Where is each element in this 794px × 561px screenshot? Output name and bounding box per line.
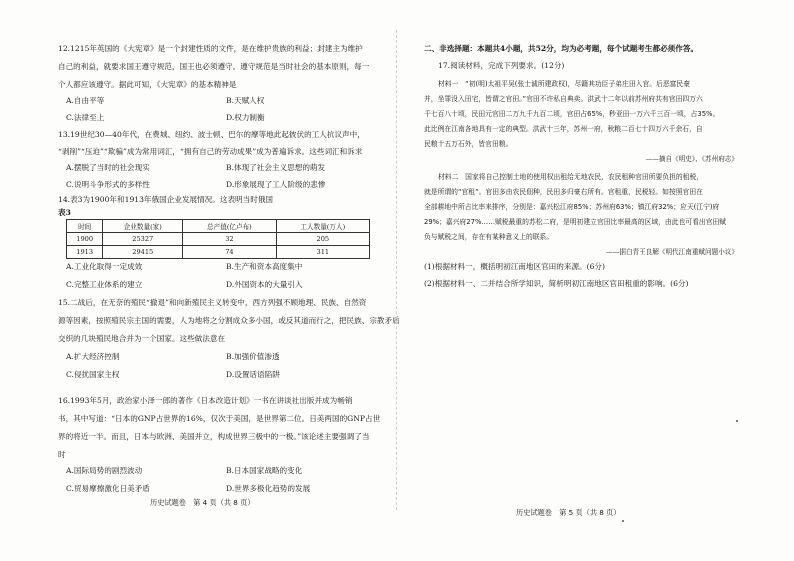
q14-stem: 14.表3为1900年和1913年俄国企业发展情况。这表明当时俄国	[58, 195, 274, 204]
q17-stem: 17.阅读材料，完成下列要求。(12分)	[438, 61, 565, 70]
table-cell: 1900	[67, 233, 103, 246]
table-header-cell: 工人数量(万人)	[276, 220, 369, 233]
material-two-line5: 负与赋税之间，存在有某种意义上的联系。	[424, 233, 554, 241]
q12-option-d[interactable]: D.权力制衡	[226, 113, 265, 122]
table-cell: 74	[183, 246, 276, 259]
table-cell: 29415	[103, 246, 183, 259]
table-cell: 205	[276, 233, 369, 246]
table-header-row	[67, 220, 370, 233]
material-two-source: ——据白青王良解《明代江南重赋问题小议》	[606, 248, 738, 256]
right-page-footer: 历史试题卷 第 5 页（共 8 页）	[516, 508, 621, 517]
q15-option-a[interactable]: A.扩大经济控制	[66, 352, 120, 361]
material-one-line2: 并，坐罪没入田宅，皆谓之官田。”官田不许私自典卖。洪武十二年以前苏州府共有官田四万六	[424, 95, 703, 103]
scan-speck	[622, 520, 624, 522]
q15-stem-line1: 15.二战后，在无奈的殖民“撤退”和向新殖民主义转变中，西方列强不顾地理、民族、自然资	[58, 298, 367, 307]
material-two-line3: 全部耕地中所占比率来排序，分别是：嘉兴松江府85%；苏州府63%；镇江府32%；应天(江宁)府	[424, 203, 720, 211]
material-one-line1: 材料一 “初(明)太祖平吴(张士诚所建政权)，尽籍其功臣子弟庄田入官。后恶富民豪	[438, 80, 691, 88]
q12-option-b[interactable]: B.天赋人权	[226, 96, 265, 105]
material-two-line2: 就是所谓的“官租”。官田多由农民佃种，民田多归豪右所有。官租重，民税轻。如按照官田在	[424, 188, 703, 196]
q12-stem-line1: 12.1215年英国的《大宪章》是一个封建性质的文件，是在维护贵族的利益；封建主为维护	[58, 44, 363, 53]
material-two-line4: 29%；嘉兴府27%……赋税最重的苏松二府，是明初建立官田比率最高的区域，由此也可看出官田赋	[424, 218, 727, 226]
scan-speck	[736, 420, 738, 422]
table-header-cell: 时间	[67, 220, 103, 233]
section-heading: 二、非选择题：本题共4小题，共52分，均为必考题，每个试题考生都必须作答。	[424, 44, 699, 53]
q16-option-a[interactable]: A.国际局势的剧烈波动	[66, 466, 143, 475]
q14-option-b[interactable]: B.生产和资本高度集中	[226, 262, 303, 271]
q13-stem-line1: 13.19世纪30—40年代，在费城、纽约、波士顿、巴尔的摩等地此起彼伏的工人抗议声中，	[58, 130, 365, 139]
table-row	[67, 246, 370, 259]
q15-option-c[interactable]: C.侵扰国家主权	[66, 370, 120, 379]
material-one-line4: 此比例在江南各地具有一定的典型。洪武十三年，苏州一府，秋粮二百七十四万六千余石，自	[424, 125, 703, 133]
table-cell: 25327	[103, 233, 183, 246]
requirement-2: (2)根据材料一、二并结合所学知识，简析明初江南地区官田租重的影响。(6分)	[424, 279, 689, 288]
table-label: 表3	[58, 208, 71, 217]
q13-option-c[interactable]: C.说明斗争形式的多样性	[66, 180, 150, 189]
table-row	[67, 233, 370, 246]
q13-option-d[interactable]: D.形象展现了工人阶级的悲惨	[226, 180, 326, 189]
left-page-footer: 历史试题卷 第 4 页（共 8 页）	[150, 498, 255, 507]
q16-option-d[interactable]: D.世界多极化趋势的发展	[226, 484, 311, 493]
requirement-1: (1)根据材料一，概括明初江南地区官田的来源。(6分)	[424, 262, 605, 271]
left-page	[58, 0, 400, 561]
material-one-line5: 民粮十五万石外，皆官田粮。	[424, 140, 513, 148]
q14-option-c[interactable]: C.完整工业体系的建立	[66, 280, 143, 289]
q15-option-d[interactable]: D.设置话语陷阱	[226, 370, 280, 379]
q12-option-c[interactable]: C.法律至上	[66, 113, 105, 122]
q14-option-d[interactable]: D.外国资本的大量引入	[226, 280, 303, 289]
q16-stem-line1: 16.1993年5月，政治家小泽一郎的著作《日本改造计划》一书在讲谈社出版并成为畅销	[58, 396, 353, 405]
q16-stem-line2: 书，其中写道：“日本的GNP占世界的16%，仅次于美国，是世界第二位。日美两国的GNP占世	[58, 414, 381, 423]
q16-option-b[interactable]: B.日本国家战略的变化	[226, 466, 303, 475]
material-two-line1: 材料二 国家将自己控制土地的使用权出租给无地农民，农民租种官田所要负担的租税，	[438, 173, 704, 181]
table-cell: 32	[183, 233, 276, 246]
q12-option-a[interactable]: A.自由平等	[66, 96, 105, 105]
table-cell: 1913	[67, 246, 103, 259]
table-header-cell: 企业数量(家)	[103, 220, 183, 233]
page-divider	[396, 30, 397, 510]
right-page	[424, 0, 744, 561]
q12-stem-line3: 个人都应该遵守。据此可知，《大宪章》的基本精神是	[58, 80, 237, 89]
q15-option-b[interactable]: B.加强价值渗透	[226, 352, 280, 361]
q14-option-a[interactable]: A.工业化取得一定成效	[66, 262, 143, 271]
q16-option-c[interactable]: C.贸易摩擦激化日美矛盾	[66, 484, 150, 493]
q12-stem-line2: 自己的利益，就要求国王遵守规范，国王也必须遵守。遵守规范是当时社会的基本原则，每一	[58, 62, 370, 71]
q16-stem-line3: 界的将近一半。而且，日本与欧洲、美国并立，构成世界三极中的一极。”该论述主要强调了当	[58, 432, 370, 441]
enterprise-table	[66, 219, 370, 259]
q13-option-b[interactable]: B.体现了社会主义思想的萌发	[226, 163, 326, 172]
table-cell: 311	[276, 246, 369, 259]
material-one-source: ——摘自《明史》、《苏州府志》	[645, 155, 738, 163]
q16-stem-line4: 时	[58, 450, 66, 459]
q13-option-a[interactable]: A.摆脱了当时的社会现实	[66, 163, 150, 172]
q15-stem-line3: 交织的几块殖民地合并为一个国家。这些做法意在	[58, 334, 226, 343]
q15-stem-line2: 源等因素，按照殖民宗主国的需要，人为地将之分割成众多小国，或反其道而行之，把民族、宗教矛盾	[58, 316, 400, 325]
q13-stem-line2: “剥削”“压迫”“欺骗”成为常用词汇，“拥有自己的劳动成果”成为普遍诉求。这些词汇和诉求	[58, 147, 363, 156]
material-one-line3: 千七百八十顷，民田元官田二万九千九百二顷，官田占65%，秒亚田一万六千三百一顷，占35%。	[424, 110, 720, 118]
table-header-cell: 总产值(亿卢布)	[183, 220, 276, 233]
